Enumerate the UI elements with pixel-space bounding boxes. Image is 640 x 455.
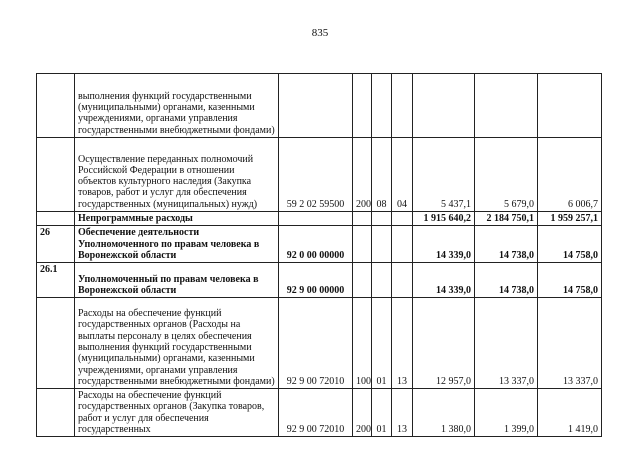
subsection-cell (392, 226, 413, 263)
row-description-cell: выполнения функций государственными (муниципальными) органами, казенными учреждениями, органами управления государственными внебюджетными фондами) (75, 74, 279, 138)
section-cell (372, 226, 392, 263)
row-number-cell (37, 298, 75, 389)
amount-year2-cell: 1 399,0 (475, 389, 538, 437)
target-code-cell (279, 212, 353, 226)
row-description-cell: Обеспечение деятельности Уполномоченного по правам человека в Воронежской области (75, 226, 279, 263)
amount-year3-cell: 13 337,0 (538, 298, 602, 389)
row-number-cell: 26.1 (37, 263, 75, 298)
section-cell: 01 (372, 389, 392, 437)
amount-year2-cell: 5 679,0 (475, 138, 538, 212)
amount-year3-cell (538, 74, 602, 138)
amount-year2-cell: 2 184 750,1 (475, 212, 538, 226)
amount-year1-cell: 14 339,0 (413, 226, 475, 263)
subsection-cell: 13 (392, 298, 413, 389)
amount-year1-cell: 5 437,1 (413, 138, 475, 212)
row-number-cell (37, 138, 75, 212)
amount-year2-cell: 14 738,0 (475, 226, 538, 263)
table-body (37, 74, 602, 437)
page-number: 835 (311, 27, 329, 39)
table-row (37, 226, 602, 263)
section-cell: 08 (372, 138, 392, 212)
amount-year3-cell: 1 959 257,1 (538, 212, 602, 226)
expense-type-cell (353, 212, 372, 226)
target-code-cell: 92 9 00 00000 (279, 263, 353, 298)
table-row (37, 389, 602, 437)
expense-type-cell: 200 (353, 389, 372, 437)
amount-year1-cell: 1 380,0 (413, 389, 475, 437)
amount-year1-cell (413, 74, 475, 138)
table-row (37, 138, 602, 212)
subsection-cell (392, 212, 413, 226)
target-code-cell: 59 2 02 59500 (279, 138, 353, 212)
table-row (37, 212, 602, 226)
row-number-cell: 26 (37, 226, 75, 263)
target-code-cell: 92 9 00 72010 (279, 389, 353, 437)
row-description-cell: Расходы на обеспечение функций государственных органов (Закупка товаров, работ и услуг для обеспечения государственных (75, 389, 279, 437)
table-row (37, 74, 602, 138)
expense-type-cell: 200 (353, 138, 372, 212)
target-code-cell: 92 9 00 72010 (279, 298, 353, 389)
budget-table (36, 73, 602, 437)
subsection-cell (392, 263, 413, 298)
section-cell (372, 263, 392, 298)
section-cell: 01 (372, 298, 392, 389)
subsection-cell: 04 (392, 138, 413, 212)
row-number-cell (37, 212, 75, 226)
amount-year1-cell: 12 957,0 (413, 298, 475, 389)
target-code-cell: 92 0 00 00000 (279, 226, 353, 263)
amount-year3-cell: 6 006,7 (538, 138, 602, 212)
amount-year3-cell: 1 419,0 (538, 389, 602, 437)
target-code-cell (279, 74, 353, 138)
expense-type-cell (353, 74, 372, 138)
section-cell (372, 74, 392, 138)
amount-year3-cell: 14 758,0 (538, 263, 602, 298)
expense-type-cell: 100 (353, 298, 372, 389)
row-number-cell (37, 74, 75, 138)
amount-year2-cell: 14 738,0 (475, 263, 538, 298)
subsection-cell (392, 74, 413, 138)
amount-year1-cell: 1 915 640,2 (413, 212, 475, 226)
table-row (37, 263, 602, 298)
subsection-cell: 13 (392, 389, 413, 437)
expense-type-cell (353, 263, 372, 298)
amount-year2-cell (475, 74, 538, 138)
amount-year2-cell: 13 337,0 (475, 298, 538, 389)
row-number-cell (37, 389, 75, 437)
row-description-cell: Уполномоченный по правам человека в Воронежской области (75, 263, 279, 298)
row-description-cell: Осуществление переданных полномочий Российской Федерации в отношении объектов культурного наследия (Закупка товаров, работ и услуг для обеспечения государственных (муниципальных) нужд) (75, 138, 279, 212)
row-description-cell: Расходы на обеспечение функций государственных органов (Расходы на выплаты персоналу в целях обеспечения выполнения функций государственными (муниципальными) органами, казенными учреждениями, органами управления государственными внебюджетными фондами) (75, 298, 279, 389)
expense-type-cell (353, 226, 372, 263)
row-description-cell: Непрограммные расходы (75, 212, 279, 226)
table-row (37, 298, 602, 389)
amount-year1-cell: 14 339,0 (413, 263, 475, 298)
section-cell (372, 212, 392, 226)
amount-year3-cell: 14 758,0 (538, 226, 602, 263)
